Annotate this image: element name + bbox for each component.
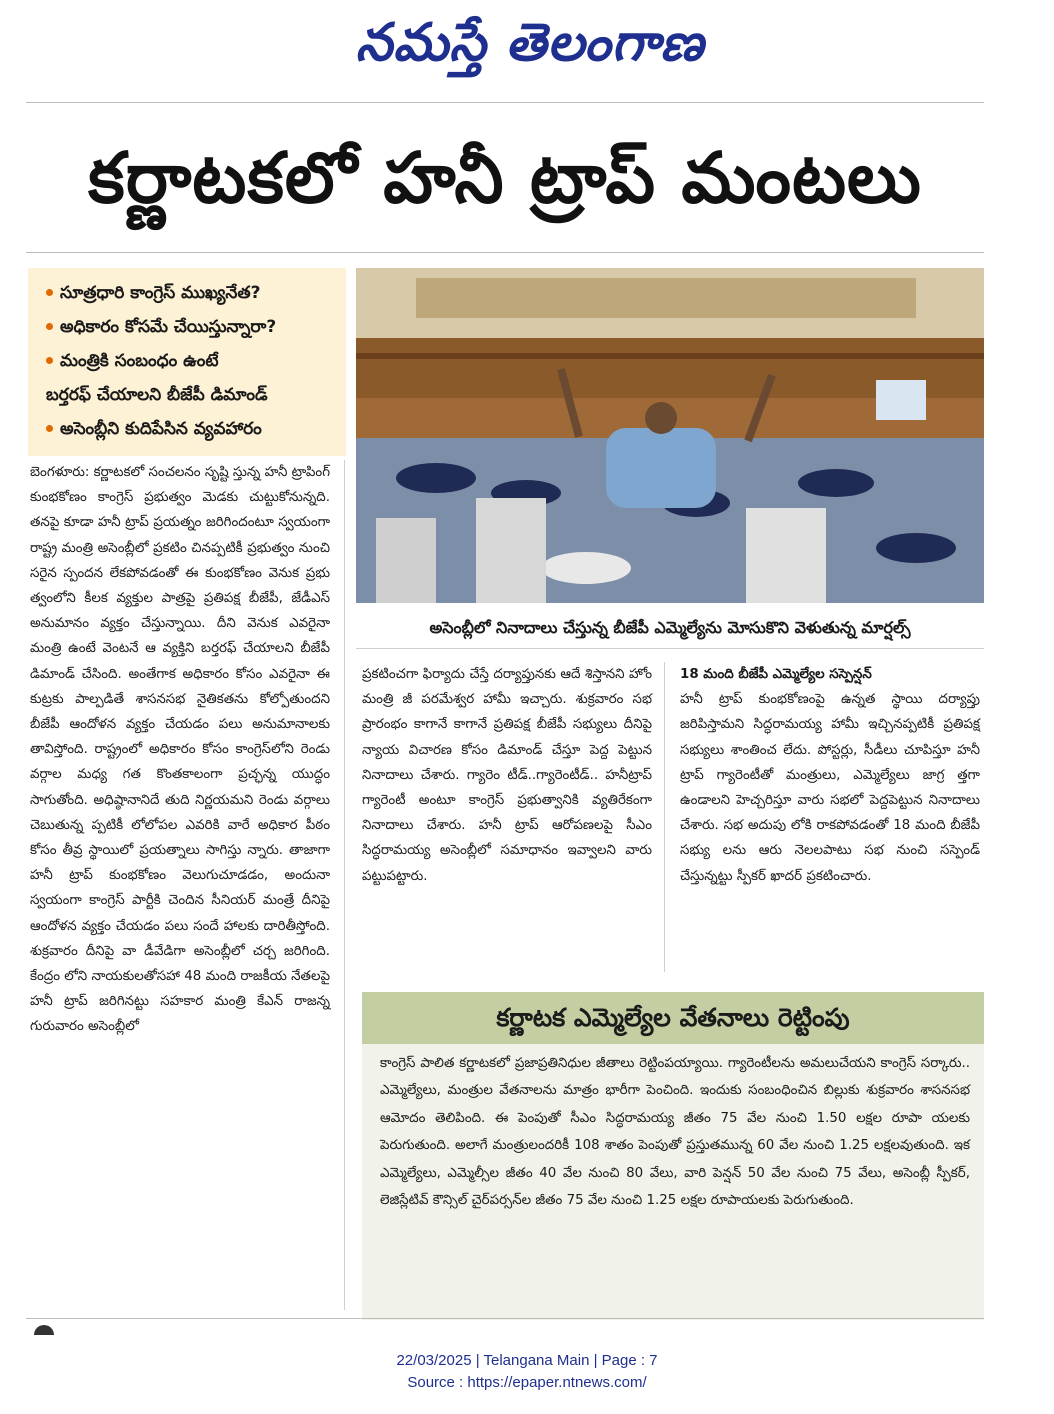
highlights-box bbox=[28, 268, 346, 456]
highlight-item: అసెంబ్లీని కుదిపేసిన వ్యవహారం bbox=[46, 412, 336, 446]
headline: కర్ణాటకలో హనీ ట్రాప్ మంటలు bbox=[88, 137, 922, 219]
assembly-photo-illustration bbox=[356, 268, 984, 603]
salary-box bbox=[362, 1044, 984, 1320]
bullet-icon bbox=[46, 425, 53, 432]
bottom-rule bbox=[26, 1318, 984, 1319]
photo-caption: అసెంబ్లీలో నినాదాలు చేస్తున్న బీజేపీ ఎమ్మెల్యేను మోసుకొని వెళుతున్న మార్షల్స్ bbox=[356, 608, 984, 649]
article-column-2: ప్రకటించగా ఫిర్యాదు చేస్తే దర్యాప్తునకు ఆదే శిస్తానని హోం మంత్రి జీ పరమేశ్వర హామీ ఇచ్చారు. శుక్రవారం సభ ప్రారంభం కాగానే కాగానే ప్రతిపక్ష బీజేపీ సభ్యులు దీనిపై న్యాయ విచారణ కోసం డిమాండ్ చేస్తూ పెద్ద పెట్టున నినాదాలు చేశారు. గ్యారెం టీడ్..గ్యారెంటీడ్.. హనీట్రాప్ గ్యారెంటీ అంటూ కాంగ్రెస్ ప్రభుత్వానికి వ్యతిరేకంగా నినాదాలు చేశారు. హనీ ట్రాప్ ఆరోపణలపై సీఎం సిద్ధరామయ్య అసెంబ్లీలో సమాధానం ఇవ్వాలని వారు పట్టుపట్టారు. bbox=[362, 667, 652, 884]
footer-date-line: 22/03/2025 | Telangana Main | Page : 7 bbox=[396, 1352, 658, 1369]
highlight-item: మంత్రికి సంబంధం ఉంటే bbox=[46, 344, 336, 378]
assembly-photo bbox=[356, 268, 984, 603]
masthead-rule bbox=[26, 102, 984, 103]
salary-box-title: కర్ణాటక ఎమ్మెల్యేల వేతనాలు రెట్టింపు bbox=[362, 992, 984, 1044]
bullet-icon bbox=[46, 323, 53, 330]
highlight-item: అధికారం కోసమే చేయిస్తున్నారా? bbox=[46, 310, 336, 344]
article-column-3 bbox=[680, 662, 980, 889]
column-divider bbox=[664, 662, 665, 972]
masthead-logo: నమస్తే తెలంగాణ bbox=[355, 12, 705, 73]
column-3-subhead: 18 మంది బీజేపీ ఎమ్మెల్యేల సస్పెన్షన్ bbox=[680, 667, 872, 682]
column-divider bbox=[344, 460, 345, 1310]
bullet-icon bbox=[46, 289, 53, 296]
page-marker-icon bbox=[34, 1325, 54, 1335]
salary-box-text: కాంగ్రెస్ పాలిత కర్ణాటకలో ప్రజాప్రతినిధుల జీతాలు రెట్టింపయ్యాయి. గ్యారెంటీలను అమలుచేయని కాంగ్రెస్ సర్కారు.. ఎమ్మెల్యేలు, మంత్రుల వేతనాలను మాత్రం భారీగా పెంచింది. ఇందుకు సంబంధించిన బిల్లుకు శుక్రవారం శాసనసభ ఆమోదం తెలిపింది. ఈ పెంపుతో సీఎం సిద్ధరామయ్య జీతం 75 వేల నుంచి 1.50 లక్షల రూపా యలకు పెరుగుతుంది. అలాగే మంత్రులందరికీ 108 శాతం పెంపుతో ప్రస్తుతమున్న 60 వేల నుంచి 1.25 లక్షలవుతుంది. ఇక ఎమ్మెల్యేలు, ఎమ్మెల్సీల జీతం 40 వేల నుంచి 80 వేలు, వారి పెన్షన్ 50 వేల నుంచి 75 వేలు, అసెంబ్లీ స్పీకర్, లెజిస్లేటివ్ కౌన్సిల్ చైర్‌పర్సన్‌ల జీతం 75 వేల నుంచి 1.25 లక్షల రూపాయలకు పెరుగుతుంది. bbox=[380, 1056, 970, 1209]
highlight-item: సూత్రధారి కాంగ్రెస్ ముఖ్యనేత? bbox=[46, 276, 336, 310]
highlight-item-continued: బర్తరఫ్ చేయాలని బీజేపీ డిమాండ్ bbox=[46, 385, 268, 405]
footer-source-line: Source : https://epaper.ntnews.com/ bbox=[407, 1374, 647, 1391]
bullet-icon bbox=[46, 357, 53, 364]
column-3-text: హనీ ట్రాప్ కుంభకోణంపై ఉన్నత స్థాయి దర్యాప్తు జరిపిస్తామని సిద్ధరామయ్య హామీ ఇచ్చినప్పటికీ ప్రతిపక్ష సభ్యులు శాంతించ లేదు. పోస్టర్లు, సీడీలు చూపిస్తూ హనీ ట్రాప్ గ్యారెంటీతో మంత్రులు, ఎమ్మెల్యేలు జాగ్ర త్తగా ఉండాలని హెచ్చరిస్తూ వారు సభలో పెద్దపెట్టున నినాదాలు చేశారు. సభ అదుపు లోకి రాకపోవడంతో 18 మంది బీజేపీ సభ్యు లను ఆరు నెలలపాటు సభ నుంచి సస్పెండ్ చేస్తున్నట్టు స్పీకర్ ఖాదర్ ప్రకటించారు. bbox=[680, 692, 980, 884]
headline-rule bbox=[26, 252, 984, 253]
article-column-1: బెంగళూరు: కర్ణాటకలో సంచలనం సృష్టి స్తున్న హనీ ట్రాపింగ్ కుంభకోణం కాంగ్రెస్ ప్రభుత్వం మెడకు చుట్టుకోనున్నది. తనపై కూడా హనీ ట్రాప్ ప్రయత్నం జరిగిందంటూ స్వయంగా రాష్ట్ర మంత్రి అసెంబ్లీలో ప్రకటిం చినప్పటికీ ప్రభుత్వం నుంచి సరైన స్పందన లేకపోవడంతో ఈ కుంభకోణం వెనుక ప్రభు త్వంలోని కీలక వ్యక్తుల పాత్రపై ప్రతిపక్ష బీజేపీ, జేడీఎస్ అనుమానం వ్యక్తం చేస్తున్నాయి. దీని వెనుక ఎవరైనా మంత్రి ఉంటే వెంటనే ఆ వ్యక్తిని బర్తరఫ్ చేయాలని బీజేపీ డిమాండ్ చేసింది. అంతేగాక అధికారం కోసం ఎవరైనా ఈ కుట్రకు పాల్పడితే శాసనసభ నైతికతను కోల్పోతుందని బీజేపీ ఆందోళన వ్యక్తం చేయడం పలు అనుమానాలకు తావిస్తోంది. రాష్ట్రంలో అధికారం కోసం కాంగ్రెస్‌లోని రెండు వర్గాల మధ్య గత కొంతకాలంగా ప్రచ్ఛన్న యుద్ధం సాగుతోంది. అధిష్ఠానానిదే తుది నిర్ణయమని రెండు వర్గాలు చెబుతున్న ప్పటికీ లోలోపల ఎవరికి వారే అధికార పీఠం కోసం తీవ్ర స్థాయిలో ప్రయత్నాలు సాగిస్తు న్నారు. తాజాగా హనీ ట్రాప్ కుంభకోణం వెలుగుచూడడం, అందునా స్వయంగా కాంగ్రెస్ పార్టీకి చెందిన సీనియర్ మంత్రే దీనిపై ఆందోళన వ్యక్తం చేయడం పలు సందే హాలకు దారితీస్తోంది. శుక్రవారం దీనిపై వా డీవేడిగా అసెంబ్లీలో చర్చ జరిగింది. కేంద్రం లోని నాయకులతోసహా 48 మంది రాజకీయ నేతలపై హనీ ట్రాప్ జరిగినట్టు సహకార మంత్రి కేఎన్ రాజన్న గురువారం అసెంబ్లీలో bbox=[30, 465, 330, 1035]
